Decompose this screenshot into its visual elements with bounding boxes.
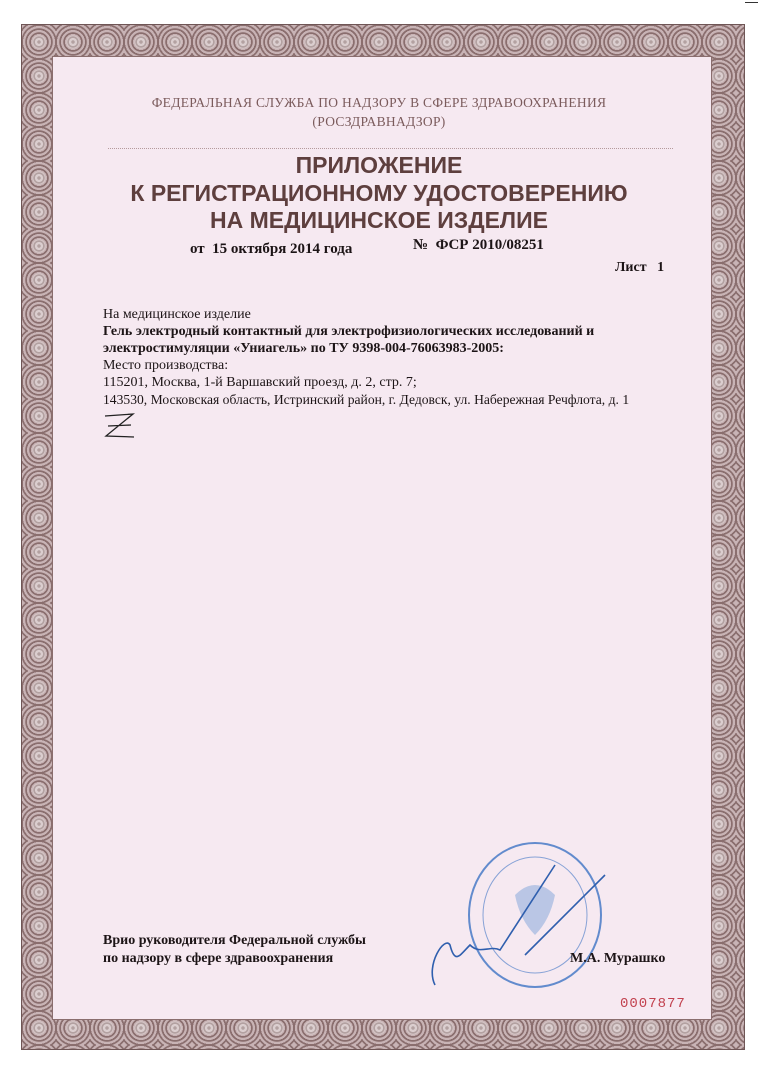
registration-number: № ФСР 2010/08251	[413, 237, 544, 253]
product-name-line-1: Гель электродный контактный для электрофизиологических исследований и	[103, 324, 595, 339]
production-place-label: Место производства:	[103, 358, 229, 373]
product-name-line-2: электростимуляции «Униагель» по ТУ 9398-004-76063983-2005:	[103, 341, 504, 356]
signer-name: М.А. Мурашко	[570, 951, 666, 966]
address-2: 143530, Московская область, Истринский район, г. Дедовск, ул. Набережная Речфлота, д. 1	[103, 392, 630, 407]
z-mark-handwritten	[100, 410, 140, 445]
official-stamp-and-signature	[405, 835, 655, 1005]
serial-number: 0007877	[620, 996, 686, 1012]
title-line-2: К РЕГИСТРАЦИОННОМУ УДОСТОВЕРЕНИЮ	[130, 180, 628, 206]
signer-position-line-1: Врио руководителя Федеральной службы	[103, 933, 366, 948]
title-line-3: НА МЕДИЦИНСКОЕ ИЗДЕЛИЕ	[210, 207, 548, 233]
scan-edge-mark	[745, 2, 758, 3]
agency-short-name: (РОСЗДРАВНАДЗОР)	[312, 114, 446, 129]
intro-text: На медицинское изделие	[103, 307, 251, 322]
header-divider	[108, 148, 673, 149]
agency-name: ФЕДЕРАЛЬНАЯ СЛУЖБА ПО НАДЗОРУ В СФЕРЕ ЗДРАВООХРАНЕНИЯ	[151, 95, 607, 110]
sheet-number: Лист 1	[615, 260, 665, 275]
signer-position-line-2: по надзору в сфере здравоохранения	[103, 951, 334, 966]
address-1: 115201, Москва, 1-й Варшавский проезд, д. 2, стр. 7;	[103, 375, 417, 390]
title-line-1: ПРИЛОЖЕНИЕ	[295, 152, 463, 178]
issue-date: от 15 октября 2014 года	[190, 241, 353, 257]
